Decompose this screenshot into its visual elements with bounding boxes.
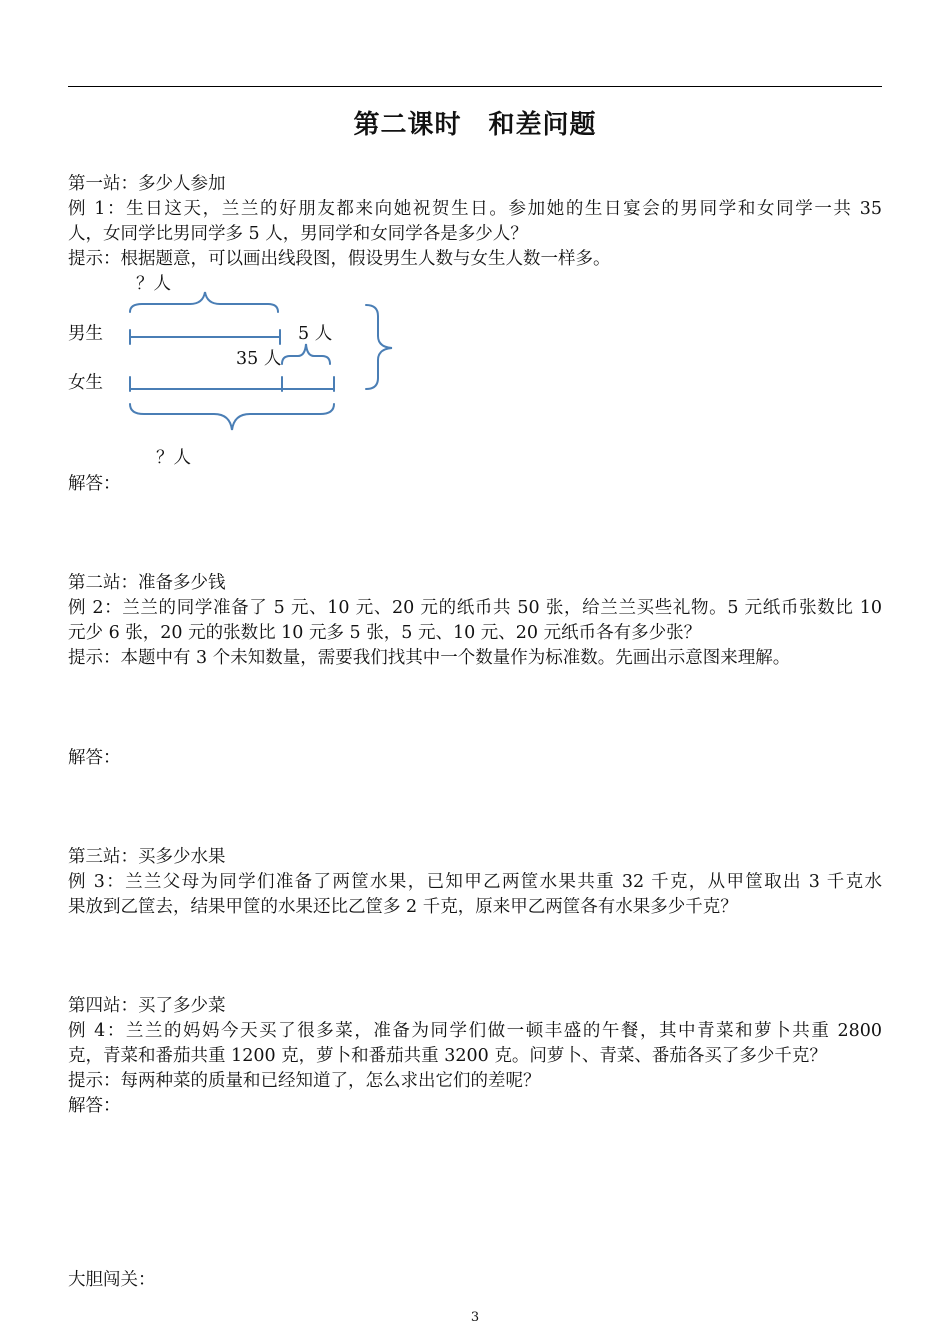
difference-label: 5 人 — [298, 324, 333, 344]
station4-example-line2: 克，青菜和番茄共重 1200 克，萝卜和番茄共重 3200 克。问萝卜、青菜、番茄各买了多少千克？ — [68, 1046, 827, 1066]
station1-example-line1: 例 1：生日这天，兰兰的好朋友都来向她祝贺生日。参加她的生日宴会的男同学和女同学一共 35 — [68, 199, 882, 219]
total-label: 35 人 — [236, 349, 282, 369]
station1-heading: 第一站：多少人参加 — [68, 174, 226, 194]
station1-example-line2: 人，女同学比男同学多 5 人，男同学和女同学各是多少人？ — [68, 224, 528, 244]
station4-heading: 第四站：买了多少菜 — [68, 996, 226, 1016]
station1-hint: 提示：根据题意，可以画出线段图，假设男生人数与女生人数一样多。 — [68, 249, 611, 269]
station2-example-line2: 元少 6 张，20 元的张数比 10 元多 5 张，5 元、10 元、20 元纸币各有多少张？ — [68, 623, 702, 643]
segment-diagram-lines — [0, 0, 950, 480]
station4-hint: 提示：每两种菜的质量和已经知道了，怎么求出它们的差呢？ — [68, 1071, 541, 1091]
total-brace — [366, 305, 392, 389]
page-title: 第二课时 和差问题 — [353, 110, 597, 140]
page-number: 3 — [470, 1310, 480, 1325]
station3-example-line1: 例 3：兰兰父母为同学们准备了两筐水果，已知甲乙两筐水果共重 32 千克，从甲筐取出 3 千克水 — [68, 872, 882, 892]
bottom-brace — [130, 404, 334, 430]
station3-heading: 第三站：买多少水果 — [68, 847, 226, 867]
station2-heading: 第二站：准备多少钱 — [68, 573, 226, 593]
station3-example-line2: 果放到乙筐去，结果甲筐的水果还比乙筐多 2 千克，原来甲乙两筐各有水果多少千克？ — [68, 897, 738, 917]
station4-answer: 解答： — [68, 1096, 121, 1116]
station1-answer: 解答： — [68, 474, 121, 494]
station2-hint: 提示：本题中有 3 个未知数量，需要我们找其中一个数量作为标准数。先画出示意图来理解。 — [68, 648, 791, 668]
station2-answer: 解答： — [68, 748, 121, 768]
boys-label: 男生 — [68, 324, 103, 344]
boys-unknown-label: ？人 — [136, 274, 171, 294]
station2-example-line1: 例 2：兰兰的同学准备了 5 元、10 元、20 元的纸币共 50 张，给兰兰买些礼物。5 元纸币张数比 10 — [68, 598, 882, 618]
difference-brace — [282, 344, 330, 364]
challenge-heading: 大胆闯关： — [68, 1270, 156, 1290]
girls-label: 女生 — [68, 373, 103, 393]
station4-example-line1: 例 4：兰兰的妈妈今天买了很多菜，准备为同学们做一顿丰盛的午餐，其中青菜和萝卜共重 2800 — [68, 1021, 882, 1041]
girls-unknown-label: ？人 — [156, 448, 191, 468]
